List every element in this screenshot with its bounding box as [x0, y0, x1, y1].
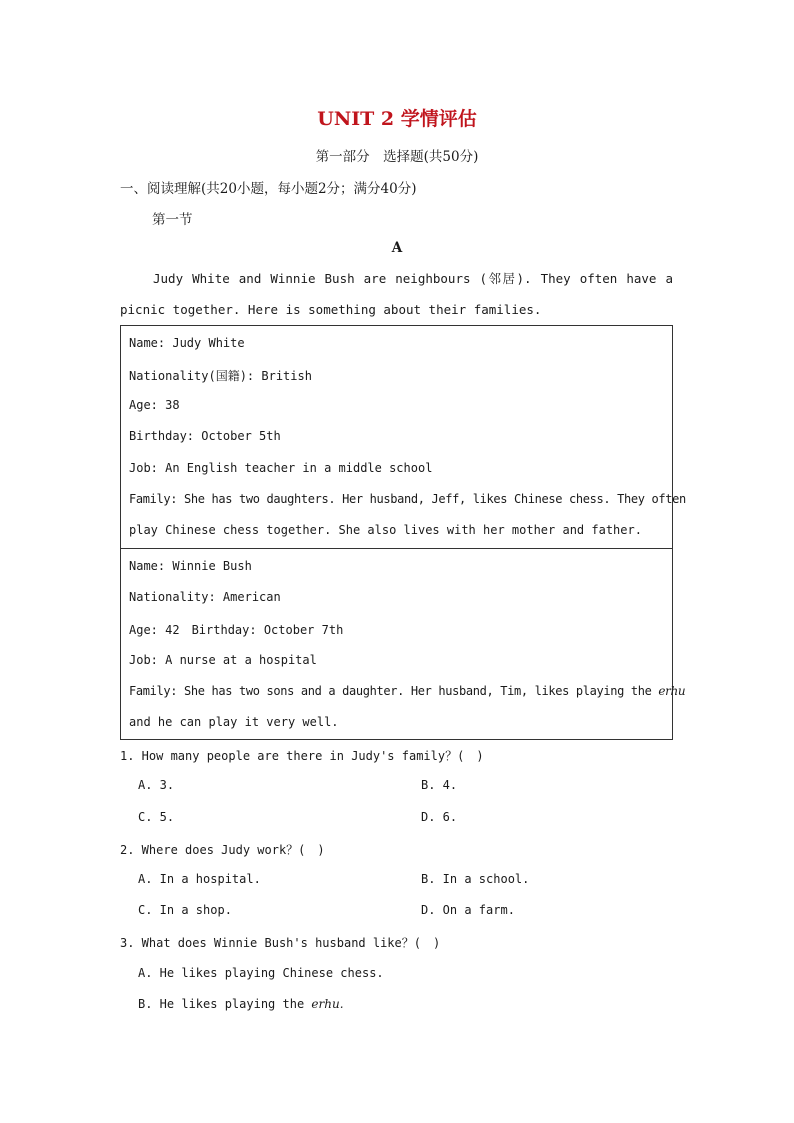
option-b[interactable]: B. 4. — [421, 778, 458, 792]
question-1: 1. How many people are there in Judy's family？( ) — [120, 749, 484, 763]
option-b[interactable] — [138, 997, 344, 1011]
profile-judy — [121, 326, 686, 549]
option-c[interactable]: C. 5. — [138, 810, 175, 824]
option-d[interactable]: D. On a farm. — [421, 903, 515, 917]
erhu-term: erhu — [658, 684, 686, 698]
option-c[interactable]: C. In a shop. — [138, 903, 232, 917]
question-2: 2. Where does Judy work？( ) — [120, 843, 325, 857]
profile-name: Name: Judy White — [129, 336, 245, 350]
option-b-text: B. He likes playing the — [138, 997, 305, 1011]
profile-nationality: Nationality(国籍): British — [129, 369, 312, 383]
erhu-term: erhu. — [311, 997, 344, 1011]
option-b[interactable]: B. In a school. — [421, 872, 530, 886]
option-a[interactable]: A. He likes playing Chinese chess. — [138, 966, 384, 980]
question-3: 3. What does Winnie Bush's husband like？( ) — [120, 936, 441, 950]
option-d[interactable]: D. 6. — [421, 810, 458, 824]
option-a[interactable]: A. 3. — [138, 778, 175, 792]
profile-table — [120, 325, 686, 740]
profile-family: Family: She has two daughters. Her husband, Jeff, likes Chinese chess. They often — [129, 492, 686, 506]
passage-label: A — [391, 240, 403, 256]
profile-age: Age: 38 — [129, 398, 180, 412]
profile-birthday: Birthday: October 5th — [129, 429, 281, 443]
profile-nationality: Nationality: American — [129, 590, 281, 604]
profile-job: Job: An English teacher in a middle school — [129, 461, 433, 475]
passage-intro: Judy White and Winnie Bush are neighbours (邻居). They often have a picnic together. Here is something about their families. — [120, 271, 673, 317]
profile-winnie — [121, 549, 686, 739]
part-heading: 第一部分 选择题(共50分) — [315, 149, 479, 165]
profile-family-cont: play Chinese chess together. She also lives with her mother and father. — [129, 523, 642, 537]
profile-name: Name: Winnie Bush — [129, 559, 252, 573]
option-a[interactable]: A. In a hospital. — [138, 872, 261, 886]
profile-family — [129, 684, 685, 698]
profile-family-cont: and he can play it very well. — [129, 715, 339, 729]
profile-age-birthday: Age: 42 Birthday: October 7th — [129, 623, 344, 637]
section-heading: 一、阅读理解(共20小题，每小题2分；满分40分) — [120, 181, 417, 197]
profile-job: Job: A nurse at a hospital — [129, 653, 317, 667]
subsection-heading: 第一节 — [152, 212, 193, 228]
profile-family-text: Family: She has two sons and a daughter. Her husband, Tim, likes playing the — [129, 684, 652, 698]
page-title: UNIT 2 学情评估 — [317, 108, 477, 130]
